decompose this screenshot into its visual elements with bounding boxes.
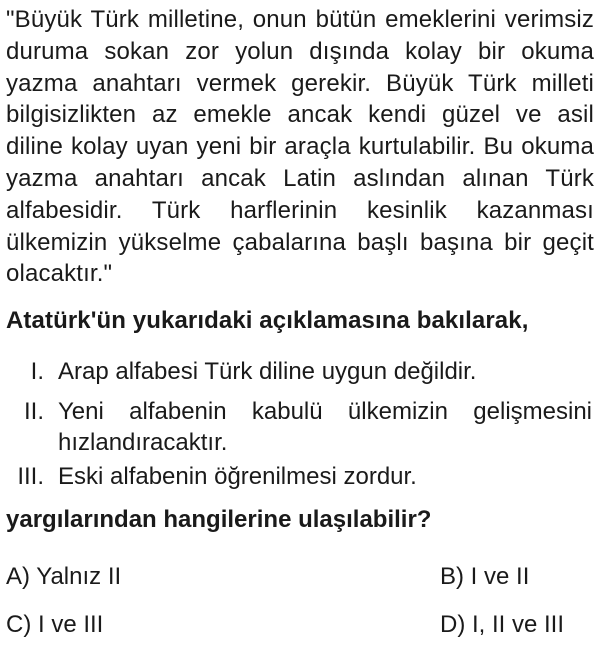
- statement-text: Yeni alfabenin kabulü ülkemizin gelişmesini hızlandıracaktır.: [58, 398, 592, 456]
- question-stem: Atatürk'ün yukarıdaki açıklamasına bakılarak,: [6, 307, 529, 334]
- answer-choice-b[interactable]: B) I ve II: [440, 563, 530, 590]
- statement-number: I.: [30, 358, 44, 385]
- statement-number: III.: [17, 463, 44, 490]
- statement-text: Arap alfabesi Türk diline uygun değildir.: [58, 358, 477, 385]
- answer-choice-c[interactable]: C) I ve III: [6, 611, 104, 638]
- answer-choice-d[interactable]: D) I, II ve III: [440, 611, 565, 638]
- quote-passage: "Büyük Türk milletine, onun bütün emeklerini verimsiz duruma sokan zor yolun dışında kolay bir okuma yazma anahtarı vermek gerekir. Büyük Türk milleti bilgisizlikten az emekle ancak kendi güzel ve asil diline kolay uyan yeni bir araçla kurtulabilir. Bu okuma yazma anahtarı ancak Latin aslından alınan Türk alfabesidir. Türk harflerinin kesinlik kazanması ülkemizin yükselme çabalarına başlı başına bir geçit olacaktır.": [6, 6, 594, 288]
- statement-text: Eski alfabenin öğrenilmesi zordur.: [58, 463, 417, 490]
- question-prompt: yargılarından hangilerine ulaşılabilir?: [6, 506, 432, 533]
- answer-choice-a[interactable]: A) Yalnız II: [6, 563, 122, 590]
- statement-number: II.: [23, 398, 44, 425]
